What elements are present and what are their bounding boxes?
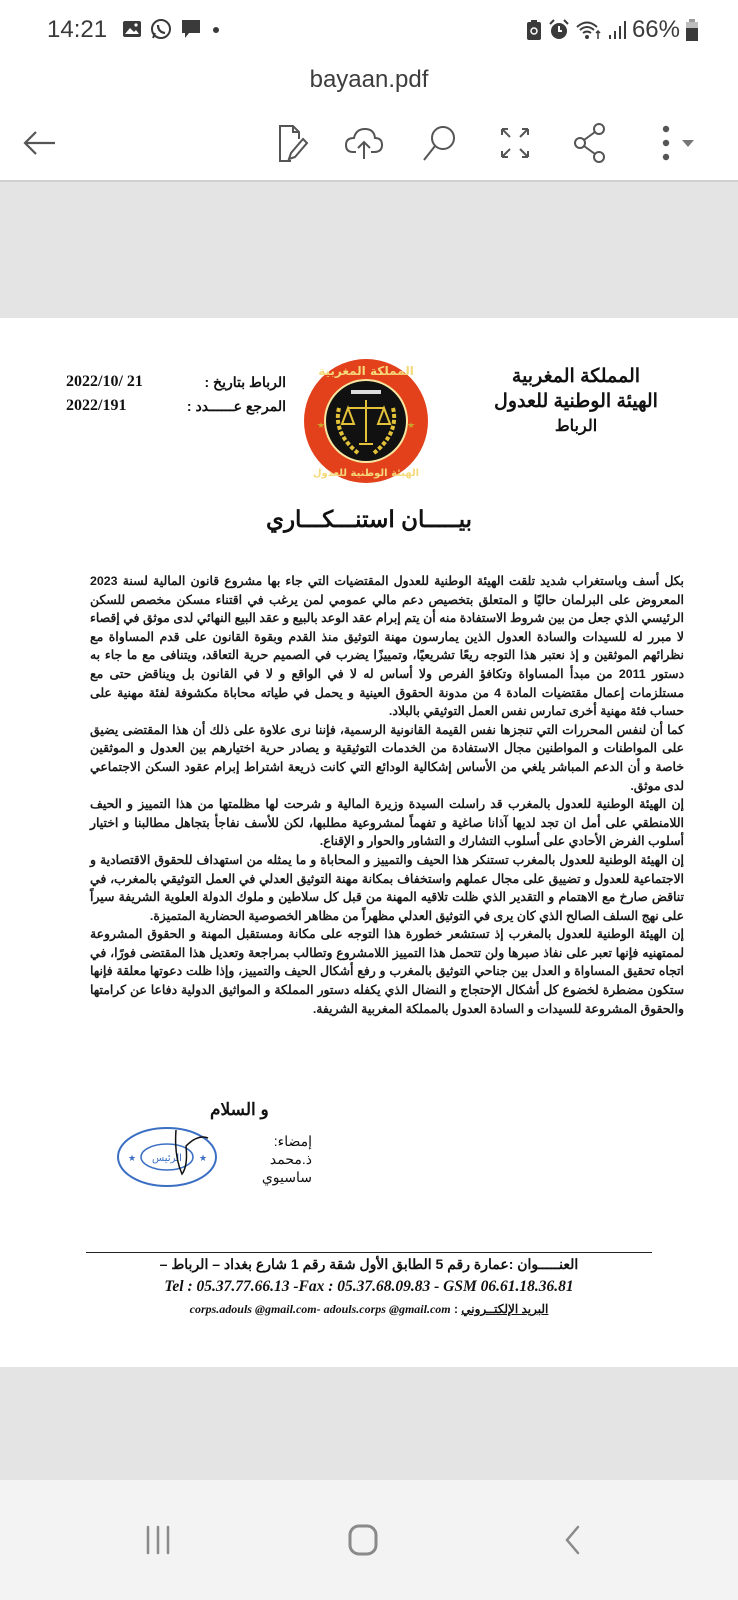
battery-saver-icon [526, 19, 542, 41]
paragraph: إن الهيئة الوطنية للعدول بالمغرب قد راسلت السيدة وزيرة المالية و شرحت لها مظلمتها من هذا التمييز و الحيف اللامنطقي على أمل ان تجد لديها آذانا صاغية و تفهماً لمشروعية مطلبها، لكن للأسف نفاجأ بتجاهل مطالبنا و اختيار أسلوب الفرض الأحادي على أسلوب التشارك و التشاور والحوار و الإقناع. [90, 797, 684, 849]
signer-name: ذ.محمد ساسيوي [261, 1151, 312, 1185]
dot-icon [210, 18, 222, 40]
reference-row [66, 394, 286, 418]
footer-email-label: البريد الإلكتــروني [461, 1302, 549, 1316]
footer-divider [86, 1252, 652, 1253]
footer-phone-numbers: Tel : 05.37.77.66.13 -Fax : 05.37.68.09.83 - GSM 06.61.18.36.81 [164, 1278, 574, 1295]
statement-title: بيـــــان استنـــكـــاري [265, 506, 473, 532]
viewer-toolbar [0, 110, 738, 182]
closing-salutation: و السلام [210, 1100, 269, 1119]
stamp-star-left: ★ [128, 1153, 137, 1163]
recent-apps-icon [143, 1525, 173, 1555]
edit-button[interactable] [268, 118, 318, 168]
home-button[interactable] [333, 1510, 393, 1570]
footer-email-separator: : [453, 1302, 462, 1316]
stamp-star-right: ★ [199, 1153, 208, 1163]
notification-icons [122, 18, 222, 40]
edit-document-icon [277, 123, 309, 163]
wifi-icon [576, 19, 602, 41]
signature-label: إمضاء: [273, 1133, 312, 1149]
reference-value: 2022/191 [66, 397, 127, 414]
upload-button[interactable] [339, 118, 389, 168]
gallery-icon [122, 20, 142, 38]
back-icon [562, 1524, 582, 1556]
organization-logo [303, 358, 429, 484]
header-kingdom: المملكة المغربية [511, 366, 641, 387]
battery-percent: 66% [631, 16, 680, 43]
alarm-icon [548, 19, 570, 41]
document-title-bar [0, 60, 738, 110]
date-row [66, 370, 286, 394]
share-button[interactable] [565, 118, 615, 168]
recent-apps-button[interactable] [128, 1510, 188, 1570]
home-icon [347, 1524, 379, 1556]
document-file-name: bayaan.pdf [309, 66, 429, 93]
whatsapp-icon [150, 18, 172, 40]
paragraph: كما أن لنفس المحررات التي تنجزها نفس القيمة القانونية الرسمية، فإننا نرى علاوة على ذلك أن هذا المقتضى يضيق على المواطنات و المواطنين مجال الاستفادة من الخدمات التوثيقية و يصادر حرية اختيارهم بين العدول و الموثقين خاصة و أن الدعم المباشر يلغي من الأساس إشكالية الودائع التي كانت ذريعة اشتراط إبرام عقود السكن الاجتماعي لدى موثق. [90, 722, 684, 793]
cloud-upload-icon [344, 126, 384, 160]
pdf-page [0, 318, 738, 1367]
signal-icon [608, 19, 626, 41]
status-bar [0, 0, 738, 60]
date-value: 2022/10/ 21 [66, 373, 143, 390]
footer-address: العنـــــوان :عمارة رقم 5 الطابق الأول شقة رقم 1 شارع بغداد – الرباط – [159, 1256, 579, 1272]
header-organization [476, 364, 676, 439]
more-options-icon [656, 123, 700, 163]
share-icon [573, 122, 607, 164]
back-arrow-icon [23, 130, 57, 156]
official-stamp [116, 1126, 218, 1188]
paragraph: إن الهيئة الوطنية للعدول بالمغرب تستنكر هذا الحيف والتمييز و المحاباة و ما يمثله من استهداف للحقوق الاقتصادية و الاجتماعية للعدول و تضييق على مجال عملهم واستخفاف بمكانة مهنة التوثيق العدلي في العمل التوثيقي بالمغرب، في تناقض صارخ مع الاهتمام و التقدير الذي ظلت تلاقيه المهنة من قبل كل سلاطين و ملوك الدولة العلوية الشريفة سيراً على نهج السلف الصالح الذي كان يرى في التوثيق العدلي مظهراً من مظاهر الخصوصية الحضارية المتميزة. [90, 852, 684, 923]
search-button[interactable] [415, 118, 465, 168]
statement-body [90, 572, 684, 1018]
fullscreen-button[interactable] [490, 118, 540, 168]
pdf-viewer-area[interactable] [0, 182, 738, 1480]
header-reference [66, 370, 286, 418]
footer-emails[interactable]: corps.adouls @gmail.com- adouls.corps @gmail.com [189, 1302, 451, 1316]
system-navigation-bar [0, 1480, 738, 1600]
message-icon [180, 18, 202, 40]
stamp-text: الرئيس [152, 1153, 182, 1164]
header-authority: الهيئة الوطنية للعدول [494, 391, 658, 412]
footer-email-line [86, 1302, 652, 1317]
reference-label: المرجع عــــــدد : [186, 398, 286, 414]
signer-block [226, 1132, 312, 1186]
system-icons [526, 16, 698, 44]
date-label: الرباط بتاريخ : [204, 374, 286, 390]
logo-bottom-text: الهيئة الوطنية للعدول [312, 468, 420, 479]
status-time: 14:21 [47, 16, 108, 43]
back-button[interactable] [15, 118, 65, 168]
search-icon [422, 124, 458, 162]
fullscreen-icon [500, 127, 530, 159]
logo-inscription [351, 390, 381, 394]
paragraph: بكل أسف وباستغراب شديد تلقت الهيئة الوطنية للعدول المقتضيات التي جاء بها مشروع قانون المالية لسنة 2023 المعروض على البرلمان حاليًا و المتعلق بتخصيص دعم مالي عمومي لمن يرغب في اقتناء مسكن مخصص للسكن الرئيسي الذي جعل من بين شروط الاستفادة منه أن يتم إبرام عقد الوعد بالبيع و عقد البيع النهائي لدى موثق في إقصاء لا مبرر له للسيدات والسادة العدول الذين يمارسون مهنة التوثيق منذ القدم وبقوة القانون على قدم المساواة مع نظرائهم الموثقين و إذ نعتبر هذا التوجه ريعًا تشريعيًا، وتمييزًا يضرب في الصميم حرية التعاقد، ويتنافى مع ما جاء به دستور 2011 من مبدأ المساواة وتكافؤ الفرص ولا أساس له لا في الواقع و لا في القانون بل ويناقض حتى مع مستلزمات إعمال مقتضيات المادة 4 من مدونة الحقوق العينية و يحمل في طياته محاباة مكشوفة لفئة مهنية على حساب فئة مهنية أخرى تمارس نفس العمل التوثيقي بالبلاد. [90, 574, 684, 719]
header-city: الرباط [554, 418, 598, 435]
logo-top-text: المملكة المغربية [318, 364, 414, 378]
battery-icon [686, 19, 698, 41]
more-options-button[interactable] [648, 118, 708, 168]
paragraph: إن الهيئة الوطنية للعدول بالمغرب إذ تستشعر خطورة هذا التوجه على مكانة ومستقبل المهنة و الحقوق المشروعة لممتهنيه فإنها تعبر على نفاذ صبرها ولن تتحمل هذا التمييز اللامشروع وتطالب بمراجعة وتعديل هذا المقتضى فورًا، في اتجاه تحقيق المساواة و العدل بين جناحي التوثيق بالمغرب و رفع أشكال الحيف والتمييز، وإذا ظلت دعوتها معلقة فإنها ستكون مضطرة لخضوع كل أشكال الإحتجاج و النضال الذي يكفله دستور المملكة و المواثيق الدولية دفاعا عن كرامتها والحقوق المشروعة للسيدات و السادة العدول بالمملكة المغربية الشريفة. [90, 927, 684, 1016]
system-back-button[interactable] [542, 1510, 602, 1570]
